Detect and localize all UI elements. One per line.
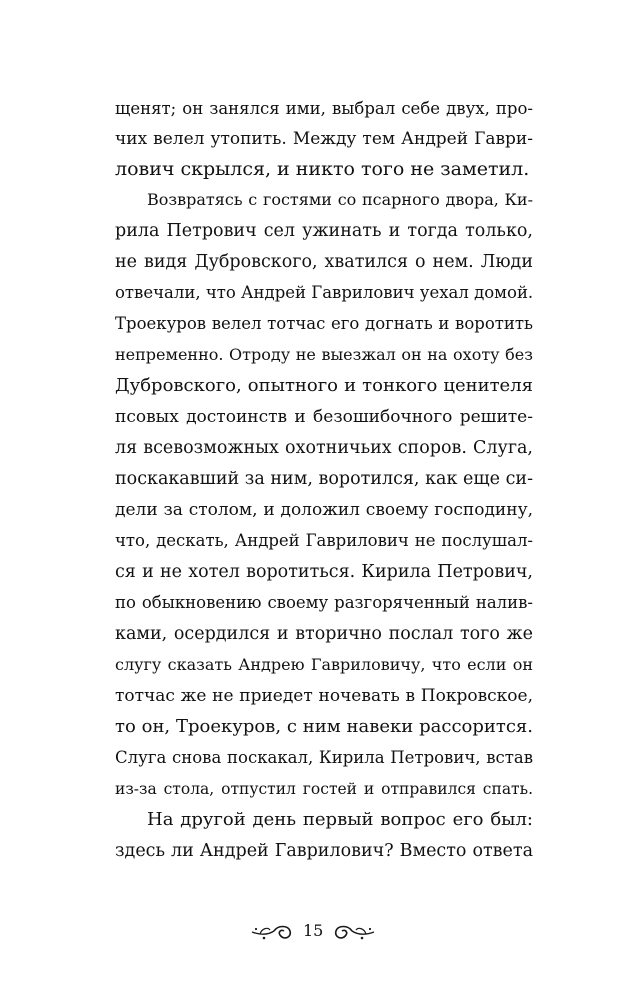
page-footer (0, 915, 625, 955)
page-number: 15 (303, 921, 324, 940)
text-line: здесь ли Андрей Гаврилович? Вместо ответа (115, 841, 533, 861)
text-line: ками, осердился и вторично послал того же (115, 624, 533, 644)
left-ornament-icon (250, 915, 300, 947)
text-line: из-за стола, отпустил гостей и отправился спать. (115, 780, 533, 798)
text-line: непременно. Отроду не выезжал он на охоту без (115, 345, 533, 364)
text-line: то он, Троекуров, с ним навеки рассорится. (115, 716, 533, 737)
text-line: ля всевозможных охотничьих споров. Слуга, (115, 438, 533, 458)
text-line: Слуга снова поскакал, Кирила Петрович, встав (115, 748, 533, 767)
paragraph-first-line: На другой день первый вопрос его был: (147, 809, 533, 830)
text-line: что, дескать, Андрей Гаврилович не послушал- (115, 531, 533, 550)
text-line: Дубровского, опытного и тонкого ценителя (115, 375, 533, 396)
text-line: по обыкновению своему разгоряченный налив- (115, 593, 533, 612)
text-line: чих велел утопить. Между тем Андрей Гаври- (115, 129, 533, 149)
text-line: рила Петрович сел ужинать и тогда только, (115, 221, 533, 241)
text-line: поскакавший за ним, воротился, как еще си- (115, 469, 533, 489)
text-line: ся и не хотел воротиться. Кирила Петрович, (115, 562, 533, 582)
text-line: не видя Дубровского, хватился о нем. Люди (115, 252, 533, 272)
text-line: слугу сказать Андрею Гавриловичу, что если он (115, 655, 533, 674)
text-line: дели за столом, и доложил своему господину, (115, 500, 533, 520)
text-line: псовых достоинств и безошибочного решите- (115, 407, 533, 427)
text-line: Троекуров велел тотчас его догнать и воротить (115, 314, 533, 333)
text-line: тотчас же не приедет ночевать в Покровское, (115, 686, 533, 706)
text-line: лович скрылся, и никто того не заметил. (115, 158, 530, 180)
paragraph-first-line: Возвратясь с гостями со псарного двора, Ки- (147, 190, 533, 209)
right-ornament-icon (326, 915, 376, 947)
text-line: отвечали, что Андрей Гаврилович уехал домой. (115, 283, 534, 302)
text-line: щенят; он занялся ими, выбрал себе двух, про- (115, 99, 533, 118)
